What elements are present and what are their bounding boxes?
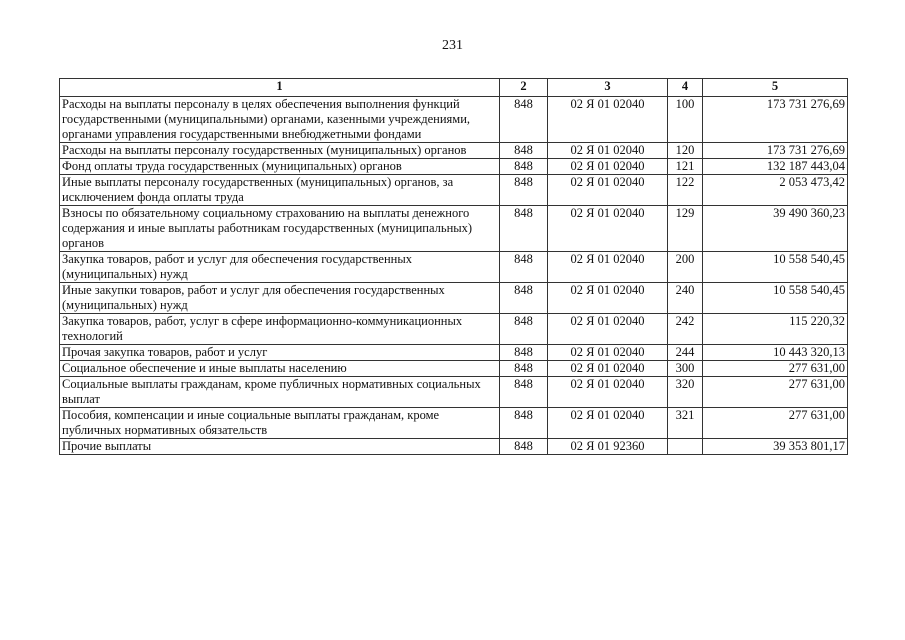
table-row (60, 159, 848, 175)
row-code-cell: 848 (500, 143, 548, 159)
row-target-cell: 02 Я 01 92360 (548, 439, 668, 455)
row-amount-cell: 39 353 801,17 (703, 439, 848, 455)
table-row (60, 377, 848, 408)
table-row (60, 439, 848, 455)
column-header-code: 2 (500, 79, 548, 97)
row-target-cell: 02 Я 01 02040 (548, 314, 668, 345)
row-code-cell: 848 (500, 206, 548, 252)
row-name-cell: Социальные выплаты гражданам, кроме публичных нормативных социальных выплат (60, 377, 500, 408)
row-name-cell: Прочие выплаты (60, 439, 500, 455)
table-body (60, 97, 848, 455)
row-amount-cell: 115 220,32 (703, 314, 848, 345)
row-target-cell: 02 Я 01 02040 (548, 252, 668, 283)
row-amount-cell: 132 187 443,04 (703, 159, 848, 175)
row-target-cell: 02 Я 01 02040 (548, 159, 668, 175)
row-target-cell: 02 Я 01 02040 (548, 175, 668, 206)
row-type-cell (668, 439, 703, 455)
table-row (60, 175, 848, 206)
row-name-cell: Расходы на выплаты персоналу в целях обеспечения выполнения функций государственными (муниципальными) органами, казенными учреждениями, органами управления государственными внебюджетными фондами (60, 97, 500, 143)
row-name-cell: Закупка товаров, работ и услуг для обеспечения государственных (муниципальных) нужд (60, 252, 500, 283)
row-code-cell: 848 (500, 97, 548, 143)
table-row (60, 361, 848, 377)
row-code-cell: 848 (500, 283, 548, 314)
row-target-cell: 02 Я 01 02040 (548, 97, 668, 143)
row-code-cell: 848 (500, 377, 548, 408)
row-code-cell: 848 (500, 361, 548, 377)
table-row (60, 143, 848, 159)
row-amount-cell: 10 443 320,13 (703, 345, 848, 361)
row-target-cell: 02 Я 01 02040 (548, 283, 668, 314)
page-number: 231 (442, 38, 463, 53)
table-row (60, 283, 848, 314)
table-row (60, 314, 848, 345)
row-type-cell: 242 (668, 314, 703, 345)
row-type-cell: 321 (668, 408, 703, 439)
row-target-cell: 02 Я 01 02040 (548, 206, 668, 252)
row-target-cell: 02 Я 01 02040 (548, 377, 668, 408)
row-amount-cell: 173 731 276,69 (703, 97, 848, 143)
row-code-cell: 848 (500, 408, 548, 439)
row-amount-cell: 10 558 540,45 (703, 252, 848, 283)
row-amount-cell: 10 558 540,45 (703, 283, 848, 314)
row-amount-cell: 277 631,00 (703, 377, 848, 408)
row-code-cell: 848 (500, 345, 548, 361)
row-type-cell: 129 (668, 206, 703, 252)
row-type-cell: 100 (668, 97, 703, 143)
table-row (60, 206, 848, 252)
row-type-cell: 200 (668, 252, 703, 283)
column-header-amount: 5 (703, 79, 848, 97)
table-row (60, 252, 848, 283)
row-code-cell: 848 (500, 439, 548, 455)
row-code-cell: 848 (500, 175, 548, 206)
table-row (60, 97, 848, 143)
row-target-cell: 02 Я 01 02040 (548, 408, 668, 439)
table-header-row (60, 79, 848, 97)
row-type-cell: 240 (668, 283, 703, 314)
row-type-cell: 320 (668, 377, 703, 408)
row-type-cell: 300 (668, 361, 703, 377)
row-name-cell: Прочая закупка товаров, работ и услуг (60, 345, 500, 361)
row-amount-cell: 2 053 473,42 (703, 175, 848, 206)
column-header-type: 4 (668, 79, 703, 97)
row-type-cell: 120 (668, 143, 703, 159)
row-amount-cell: 277 631,00 (703, 408, 848, 439)
row-name-cell: Иные выплаты персоналу государственных (муниципальных) органов, за исключением фонда оплаты труда (60, 175, 500, 206)
row-code-cell: 848 (500, 314, 548, 345)
budget-table (59, 78, 848, 455)
row-name-cell: Иные закупки товаров, работ и услуг для обеспечения государственных (муниципальных) нужд (60, 283, 500, 314)
row-code-cell: 848 (500, 252, 548, 283)
row-amount-cell: 173 731 276,69 (703, 143, 848, 159)
row-type-cell: 121 (668, 159, 703, 175)
row-type-cell: 122 (668, 175, 703, 206)
row-target-cell: 02 Я 01 02040 (548, 345, 668, 361)
row-target-cell: 02 Я 01 02040 (548, 143, 668, 159)
table-row (60, 408, 848, 439)
table-row (60, 345, 848, 361)
row-name-cell: Пособия, компенсации и иные социальные выплаты гражданам, кроме публичных нормативных обязательств (60, 408, 500, 439)
row-name-cell: Социальное обеспечение и иные выплаты населению (60, 361, 500, 377)
row-name-cell: Расходы на выплаты персоналу государственных (муниципальных) органов (60, 143, 500, 159)
row-name-cell: Фонд оплаты труда государственных (муниципальных) органов (60, 159, 500, 175)
row-code-cell: 848 (500, 159, 548, 175)
row-target-cell: 02 Я 01 02040 (548, 361, 668, 377)
column-header-name: 1 (60, 79, 500, 97)
row-type-cell: 244 (668, 345, 703, 361)
column-header-target: 3 (548, 79, 668, 97)
row-name-cell: Закупка товаров, работ, услуг в сфере информационно-коммуникационных технологий (60, 314, 500, 345)
row-amount-cell: 277 631,00 (703, 361, 848, 377)
row-name-cell: Взносы по обязательному социальному страхованию на выплаты денежного содержания и иные выплаты работникам государственных (муниципальных) органов (60, 206, 500, 252)
row-amount-cell: 39 490 360,23 (703, 206, 848, 252)
